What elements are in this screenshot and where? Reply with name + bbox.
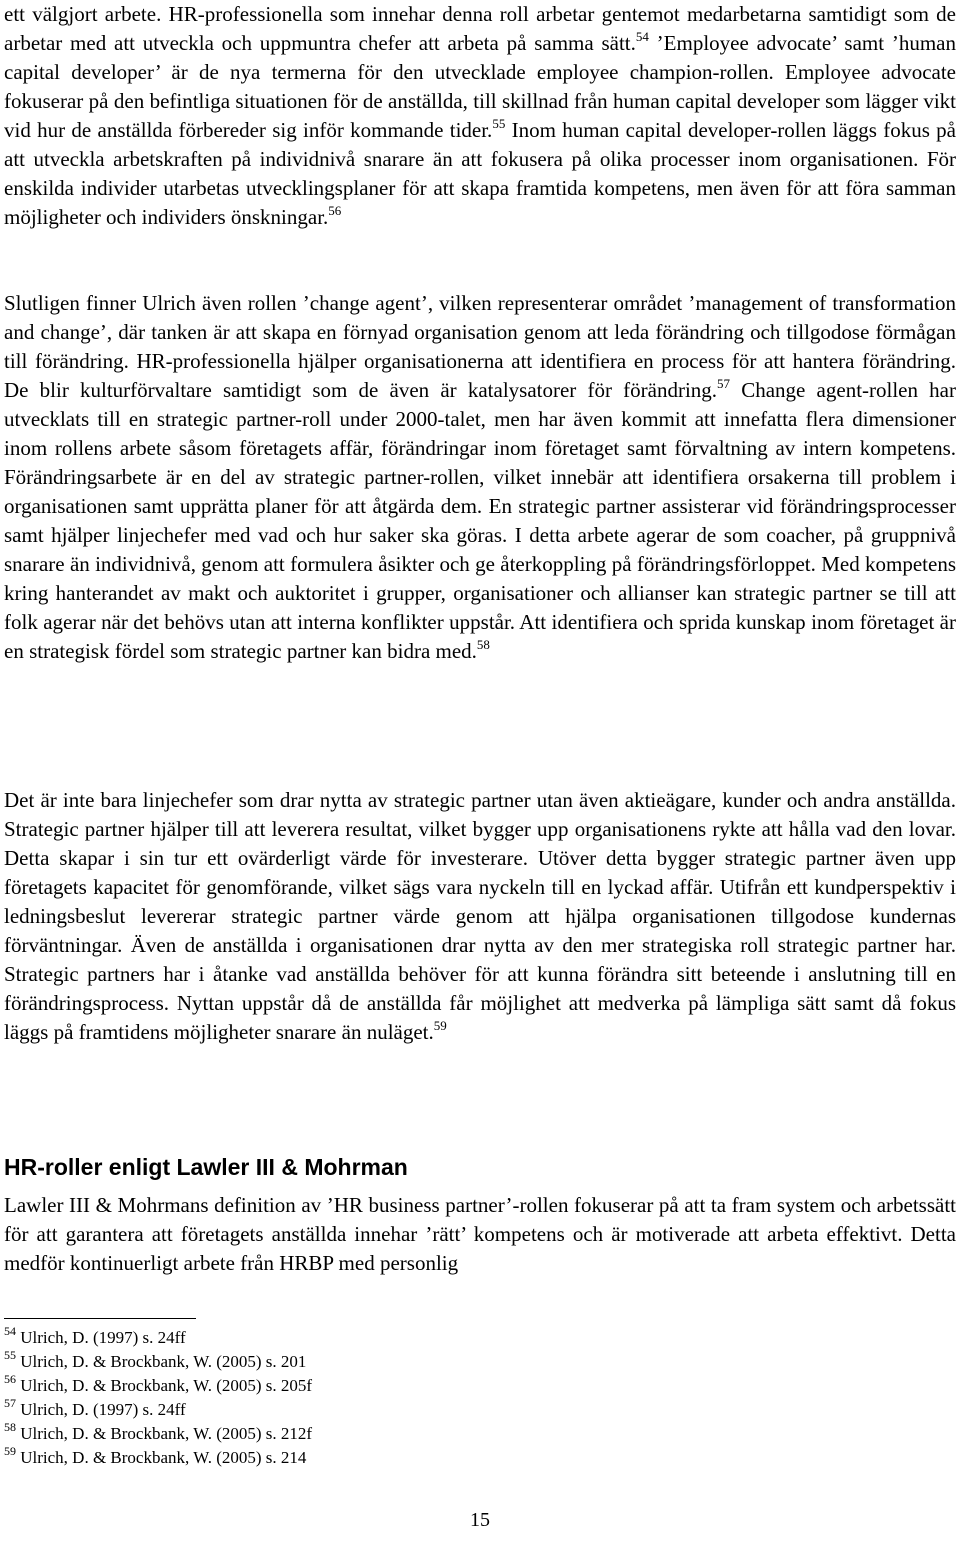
footnote-text: Ulrich, D. & Brockbank, W. (2005) s. 205f [20,1376,313,1395]
paragraph-text: Det är inte bara linjechefer som drar nytta av strategic partner utan även aktieägare, kunder och andra anställda. Strategic partner hjälper till att leverera resultat, vilket bygger upp organisationens rykte att hålla vad den lovar. Detta skapar i sin tur ett ovärderligt värde för investerare. Utöver detta bygger strategic partner även upp företagets kapacitet för genomförande, vilket sägs vara nyckeln till en lyckad affär. Utifrån ett kundperspektiv i ledningsbeslut levererar strategic partner värde genom att hjälpa organisationen tillgodose kundernas förväntningar. Även de anställda i organisationen drar nytta av den mer strategiska roll strategic partner har. Strategic partners har i åtanke vad anställda behöver för att kunna förändra sitt beteende i anslutning till en förändringsprocess. Nyttan uppstår då de anställda får möjlighet att medverka på lämpliga sätt samt då fokus läggs på framtidens möjligheter snarare än nuläget. [4,788,956,1044]
paragraph-change-agent [4,289,956,666]
footnote-number: 57 [4,1396,16,1411]
footnote-number: 54 [4,1324,16,1339]
footnote-number: 59 [4,1444,16,1459]
footnote-item [4,1350,312,1374]
paragraph-text: Inom human capital developer-rollen läggs fokus på att utveckla arbetskraften på individnivå snarare än att fokusera på olika processer inom organisationen. För enskilda individer utarbetas utvecklingsplaner för att skapa framtida kompetens, men även för att föra samman möjligheter och individers önskningar. [4,118,956,229]
footnote-divider [4,1318,196,1319]
footnote-list [4,1326,312,1470]
section-heading: HR-roller enligt Lawler III & Mohrman [4,1154,408,1180]
footnote-ref-59[interactable]: 59 [433,1018,447,1033]
page-number: 15 [470,1509,490,1531]
footnote-text: Ulrich, D. & Brockbank, W. (2005) s. 201 [20,1352,307,1371]
footnote-text: Ulrich, D. (1997) s. 24ff [20,1328,186,1347]
paragraph-text: ’Employee advocate’ samt ’human capital developer’ är de nya termerna för den utvecklade employee champion-rollen. Employee advocate fokuserar på den befintliga situationen för de anställda, till skillnad från human capital developer som lägger vikt vid hur de anställda förbereder sig inför kommande tider. [4,31,957,142]
footnote-item [4,1446,312,1470]
footnote-item [4,1374,312,1398]
paragraph-text: Slutligen finner Ulrich även rollen ’change agent’, vilken representerar området ’management of transformation and change’, där tanken är att skapa en förnyad organisation genom att leda förändring och tillgodose förmågan till förändring. HR-professionella hjälper organisationerna att identifiera en process för att hantera förändring. De blir kulturförvaltare samtidigt som de även är katalysatorer för förändring. [4,291,956,402]
footnote-item [4,1398,312,1422]
footnote-number: 58 [4,1420,16,1435]
footnote-item [4,1326,312,1350]
footnote-ref-56[interactable]: 56 [328,203,342,218]
footnote-text: Ulrich, D. & Brockbank, W. (2005) s. 212f [20,1424,313,1443]
footnote-ref-54[interactable]: 54 [635,29,649,44]
footnote-item [4,1422,312,1446]
footnote-ref-55[interactable]: 55 [492,116,506,131]
paragraph-strategic-partner [4,786,956,1047]
paragraph-text: Change agent-rollen har utvecklats till en strategic partner-roll under 2000-talet, men har även kommit att innefatta flera dimensioner inom rollens arbete såsom företagets affär, förändringar inom företaget samt förvaltning av intern kompetens. Förändringsarbete är en del av strategic partner-rollen, vilket innebär att identifiera orsakerna till problem i organisationen samt upprätta planer för att åtgärda dem. En strategic partner assisterar vid förändringsprocesser samt hjälper linjechefer med vad och hur saker ska göras. I detta arbete agerar de som coacher, på gruppnivå snarare än individnivå, genom att formulera åsikter och ge återkoppling på förändringsförloppet. Med kompetens kring hanterandet av makt och auktoritet i grupper, organisationer och allianser kan strategic partner se till att folk agerar när det behövs utan att interna konflikter uppstår. Att identifiera och sprida kunskap inom företaget är en strategisk fördel som strategic partner kan bidra med. [4,378,956,663]
footnote-ref-57[interactable]: 57 [717,376,731,391]
footnote-text: Ulrich, D. (1997) s. 24ff [20,1400,186,1419]
footnote-number: 56 [4,1372,16,1387]
paragraph-hr-business-partner: Lawler III & Mohrmans definition av ’HR business partner’-rollen fokuserar på att ta fram system och arbetssätt för att garantera att företagets anställda innehar ’rätt’ kompetens och är motiverade att arbeta effektivt. Detta medför kontinuerligt arbete från HRBP med personlig [4,1193,956,1275]
paragraph-text: ett välgjort arbete. HR-professionella som innehar denna roll arbetar gentemot medarbetarna samtidigt som de arbetar med att utveckla och uppmuntra chefer att arbeta på samma sätt. [4,2,956,55]
footnote-text: Ulrich, D. & Brockbank, W. (2005) s. 214 [20,1448,307,1467]
footnote-number: 55 [4,1348,16,1363]
paragraph-employee-champion [4,0,956,232]
footnote-ref-58[interactable]: 58 [476,637,490,652]
